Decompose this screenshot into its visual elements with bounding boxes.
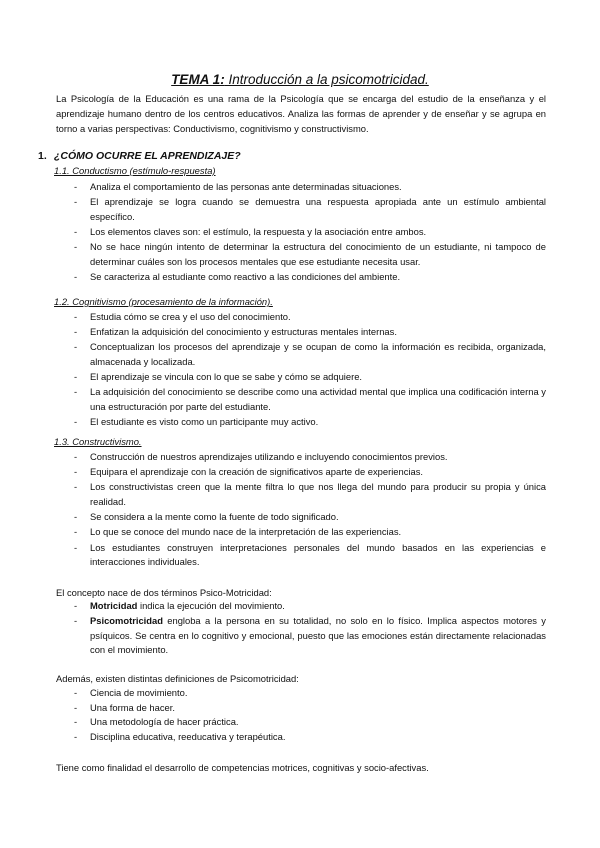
list-item: - Motricidad indica la ejecución del movimiento. [74,599,546,614]
dash-bullet: - [74,416,78,428]
cognitivismo-list [74,310,546,430]
list-item: - Lo que se conoce del mundo nace de la interpretación de las experiencias. [74,525,546,540]
list-item: - El aprendizaje se logra cuando se demuestra una respuesta apropiada ante un estímulo ambiental específico. [74,196,546,222]
dash-bullet: - [74,225,78,237]
dash-bullet: - [74,371,78,383]
intro-paragraph: La Psicología de la Educación es una rama de la Psicología que se encarga del estudio de la enseñanza y el aprendizaje humano dentro de los centros educativos. Analiza las formas de aprender y de enseñar y se agrupa en torno a varias perspectivas: Conductivismo, cognitivismo y constructivismo. [56,93,546,134]
dash-bullet: - [74,481,78,493]
list-item: - Se caracteriza al estudiante como reactivo a las condiciones del ambiente. [74,270,546,285]
list-item: - Analiza el comportamiento de las personas ante determinadas situaciones. [74,180,546,195]
list-item: - Psicomotricidad engloba a la persona en su totalidad, no solo en lo físico. Implica aspectos motores y psíquicos. Se centra en lo cognitivo y emocional, puesto que las emociones están directamente relacionadas con el movimiento. [74,615,546,656]
list-item: - Los constructivistas creen que la mente filtra lo que nos llega del mundo para producir su propia y única realidad. [74,481,546,507]
dash-bullet: - [74,511,78,523]
conductismo-list [74,180,546,285]
dash-bullet: - [74,716,78,728]
dash-bullet: - [74,615,78,627]
subsection-heading-cognitivismo: 1.2. Cognitivismo (procesamiento de la información). [54,296,273,307]
list-item: - Ciencia de movimiento. [74,686,546,701]
dash-bullet: - [74,386,78,398]
term-motricidad: Motricidad [90,600,138,611]
list-item: - Enfatizan la adquisición del conocimiento y estructuras mentales internas. [74,325,546,340]
list-item: - Una forma de hacer. [74,701,546,716]
definitions-list [74,686,546,744]
constructivismo-list [74,450,546,570]
page-title [0,72,600,88]
list-item: - No se hace ningún intento de determinar la estructura del conocimiento de un estudiante, ni tampoco de determinar cuáles son los procesos mentales que ese estudiante necesita usar. [74,241,546,267]
list-item: - Los estudiantes construyen interpretaciones personales del mundo basados en las experiencias e interacciones individuales. [74,541,546,568]
closing-paragraph: Tiene como finalidad el desarrollo de competencias motrices, cognitivas y socio-afectivas. [56,762,429,773]
list-item: - El aprendizaje se vincula con lo que se sabe y cómo se adquiere. [74,370,546,385]
title-topic-number: TEMA 1: [171,72,225,87]
dash-bullet: - [74,526,78,538]
dash-bullet: - [74,701,78,713]
dash-bullet: - [74,270,78,282]
dash-bullet: - [74,730,78,742]
definitions-intro: Además, existen distintas definiciones de Psicomotricidad: [56,673,299,684]
list-item: - Equipara el aprendizaje con la creación de significativos aparte de experiencias. [74,465,546,480]
list-item: - Construcción de nuestros aprendizajes utilizando e incluyendo conocimientos previos. [74,450,546,465]
term-psicomotricidad: Psicomotricidad [90,615,163,627]
list-item: - El estudiante es visto como un participante muy activo. [74,415,546,430]
dash-bullet: - [74,181,78,192]
concept-list [74,599,546,659]
dash-bullet: - [74,541,78,553]
dash-bullet: - [74,600,78,611]
list-item: - Conceptualizan los procesos del aprendizaje y se ocupan de como la información es recibida, organizada, almacenada y localizada. [74,341,546,367]
list-item: - Disciplina educativa, reeducativa y terapéutica. [74,730,546,745]
dash-bullet: - [74,466,78,478]
list-item: - Los elementos claves son: el estímulo, la respuesta y la asociación entre ambos. [74,225,546,240]
dash-bullet: - [74,241,78,253]
section-heading [38,150,241,162]
dash-bullet: - [74,451,78,462]
section-title: ¿CÓMO OCURRE EL APRENDIZAJE? [54,150,241,162]
dash-bullet: - [74,196,78,208]
dash-bullet: - [74,341,78,353]
subsection-heading-conductismo: 1.1. Conductismo (estímulo-respuesta) [54,165,216,176]
list-item: - La adquisición del conocimiento se describe como una actividad mental que implica una codificación interna y una estructuración por parte del estudiante. [74,386,546,412]
list-item: - Estudia cómo se crea y el uso del conocimiento. [74,310,546,325]
title-topic-name: Introducción a la psicomotricidad. [224,72,429,87]
subsection-heading-constructivismo: 1.3. Constructivismo. [54,436,142,447]
dash-bullet: - [74,326,78,338]
dash-bullet: - [74,687,78,698]
list-item: - Se considera a la mente como la fuente de todo significado. [74,510,546,525]
section-number: 1. [38,150,47,162]
dash-bullet: - [74,311,78,322]
list-item: - Una metodología de hacer práctica. [74,715,546,730]
concept-intro: El concepto nace de dos términos Psico-Motricidad: [56,587,272,598]
